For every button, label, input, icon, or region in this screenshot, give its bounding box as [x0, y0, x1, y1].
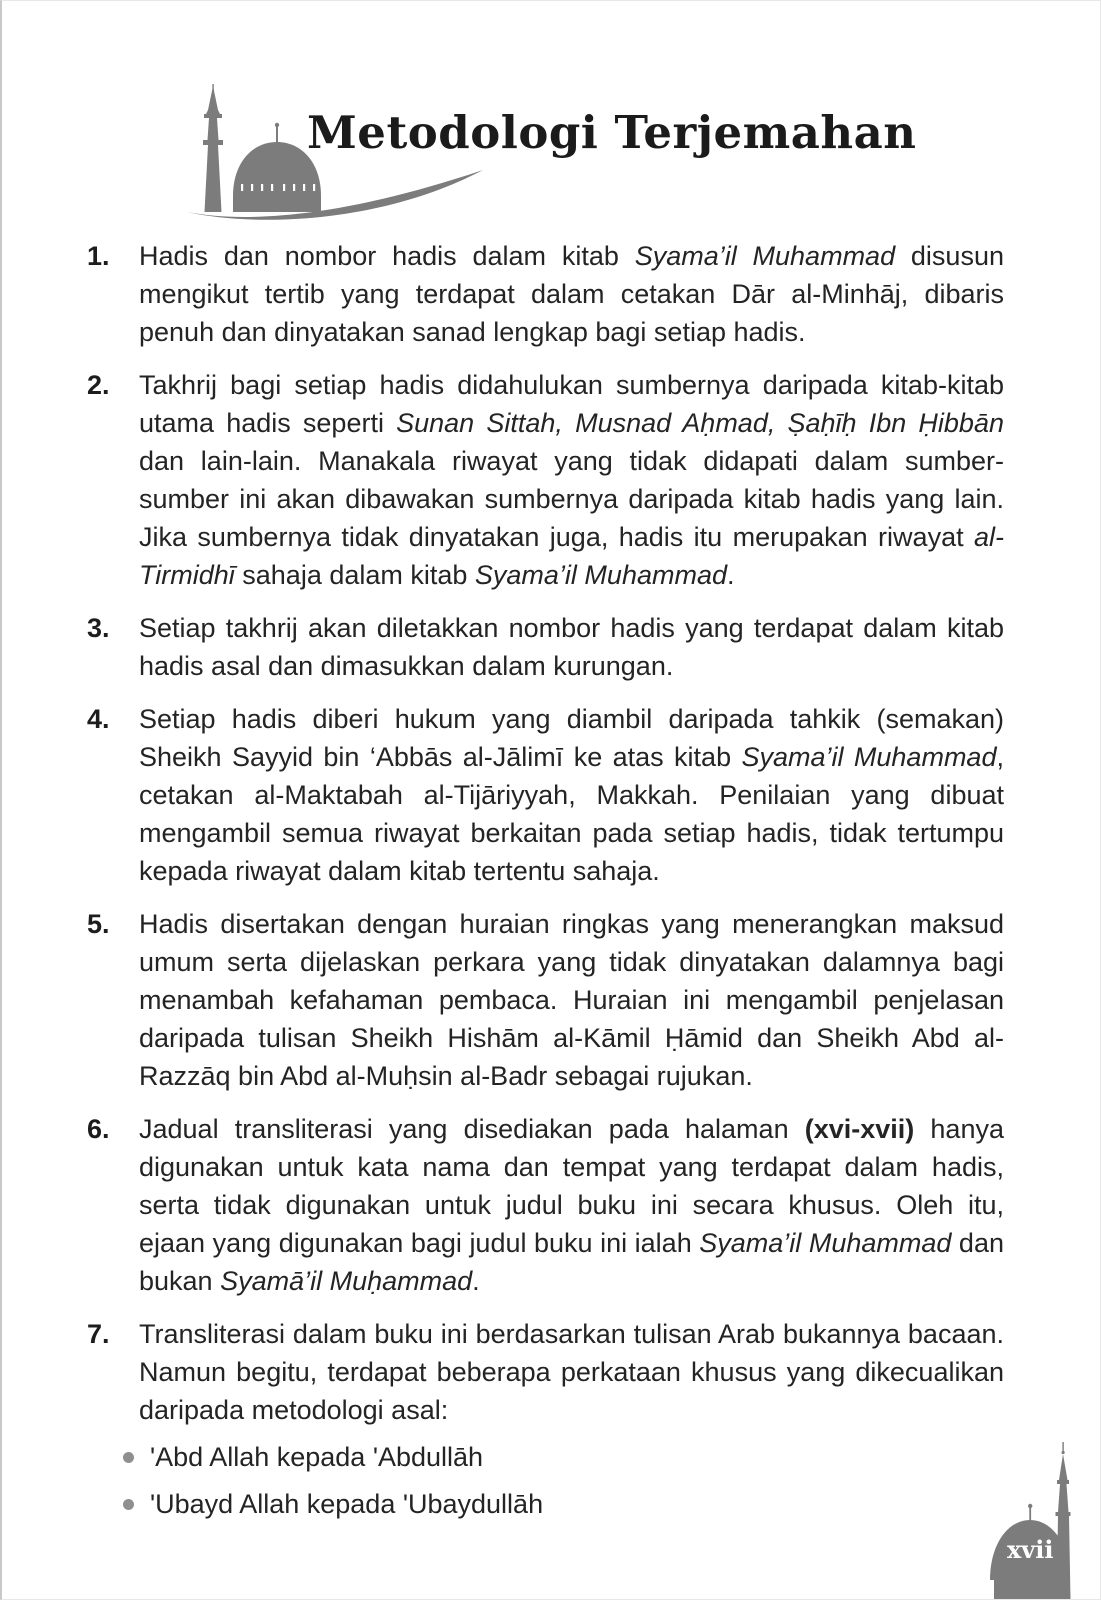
bullet-text: 'Ubayd Allah kepada 'Ubaydullāh [150, 1489, 544, 1519]
list-item [87, 366, 1004, 594]
bullet-icon [123, 1499, 134, 1510]
mosque-dome-icon [978, 1442, 1088, 1600]
item-text [139, 609, 1004, 685]
text-segment: Hadis dan nombor hadis dalam kitab [139, 241, 635, 271]
text-segment: al-Tirmidhī [139, 522, 1004, 590]
text-segment: Syama’il Muhammad [699, 1228, 952, 1258]
item-number: 5. [87, 909, 110, 939]
list-item [87, 609, 1004, 685]
text-segment: dan bukan [139, 1228, 1004, 1296]
text-segment: hanya digunakan untuk kata nama dan tempat yang terdapat dalam hadis, serta tidak digunakan untuk judul buku ini secara khusus. Oleh itu, ejaan yang digunakan bagi judul buku ini ialah [139, 1114, 1004, 1258]
header [185, 84, 1000, 224]
item-number: 6. [87, 1114, 110, 1144]
text-segment: dan lain-lain. Manakala riwayat yang tidak didapati dalam sumber-sumber ini akan dibawakan sumbernya daripada kitab hadis yang lain. Jika sumbernya tidak dinyatakan juga, hadis itu merupakan riwayat [139, 446, 1004, 552]
list-item [87, 237, 1004, 351]
text-segment: . [472, 1266, 480, 1296]
page-title: Metodologi Terjemahan [307, 106, 917, 159]
item-number: 7. [87, 1319, 110, 1349]
text-segment: Syamā’il Muḥammad [220, 1266, 473, 1296]
bullet-list [139, 1438, 1004, 1523]
text-segment: Setiap hadis diberi hukum yang diambil daripada tahkik (semakan) Sheikh Sayyid bin ‘Abbās al-Jālimī ke atas kitab [139, 704, 1004, 772]
item-text [139, 1315, 1004, 1523]
list-item [123, 1485, 1004, 1523]
page-number: xvii [1007, 1535, 1054, 1564]
text-segment: Syama’il Muhammad [634, 241, 896, 271]
text-segment: Syama’il Muhammad [741, 742, 997, 772]
text-segment: Hadis disertakan dengan huraian ringkas yang menerangkan maksud umum serta dijelaskan perkara yang tidak dinyatakan dalamnya bagi menambah kefahaman pembaca. Huraian ini mengambil penjelasan daripada tulisan Sheikh Hishām al-Kāmil Ḥāmid dan Sheikh Abd al-Razzāq bin Abd al-Muḥsin al-Badr sebagai rujukan. [139, 909, 1004, 1091]
item-number: 1. [87, 241, 110, 271]
item-text [139, 237, 1004, 351]
text-segment: Takhrij bagi setiap hadis didahulukan sumbernya daripada kitab-kitab utama hadis seperti [139, 370, 1004, 438]
text-segment: Jadual transliterasi yang disediakan pada halaman [139, 1114, 805, 1144]
content-list [87, 237, 1004, 1538]
list-item [87, 905, 1004, 1095]
item-text [139, 1110, 1004, 1300]
text-segment: Transliterasi dalam buku ini berdasarkan tulisan Arab bukannya bacaan. Namun begitu, terdapat beberapa perkataan khusus yang dikecualikan daripada metodologi asal: [139, 1319, 1004, 1425]
bullet-text: 'Abd Allah kepada 'Abdullāh [150, 1442, 484, 1472]
item-text [139, 366, 1004, 594]
text-segment: Sunan Sittah, Musnad Aḥmad, Ṣaḥīḥ Ibn Ḥibbān [396, 408, 1004, 438]
text-segment: (xvi-xvii) [804, 1114, 915, 1144]
list-item [87, 700, 1004, 890]
bullet-icon [123, 1452, 134, 1463]
list-item [87, 1315, 1004, 1523]
text-segment: disusun mengikut tertib yang terdapat dalam cetakan Dār al-Minhāj, dibaris penuh dan dinyatakan sanad lengkap bagi setiap hadis. [139, 241, 1004, 347]
list-item [123, 1438, 1004, 1476]
text-segment: Syama’il Muhammad [474, 560, 727, 590]
text-segment: Setiap takhrij akan diletakkan nombor hadis yang terdapat dalam kitab hadis asal dan dimasukkan dalam kurungan. [139, 613, 1004, 681]
item-text [139, 905, 1004, 1095]
item-text [139, 700, 1004, 890]
item-number: 3. [87, 613, 110, 643]
text-segment: . [727, 560, 735, 590]
text-segment: , cetakan al-Maktabah al-Tijāriyyah, Makkah. Penilaian yang dibuat mengambil semua riwayat berkaitan pada setiap hadis, tidak tertumpu kepada riwayat dalam kitab tertentu sahaja. [139, 742, 1004, 886]
text-segment: sahaja dalam kitab [234, 560, 475, 590]
item-number: 4. [87, 704, 110, 734]
list-item [87, 1110, 1004, 1300]
item-number: 2. [87, 370, 110, 400]
